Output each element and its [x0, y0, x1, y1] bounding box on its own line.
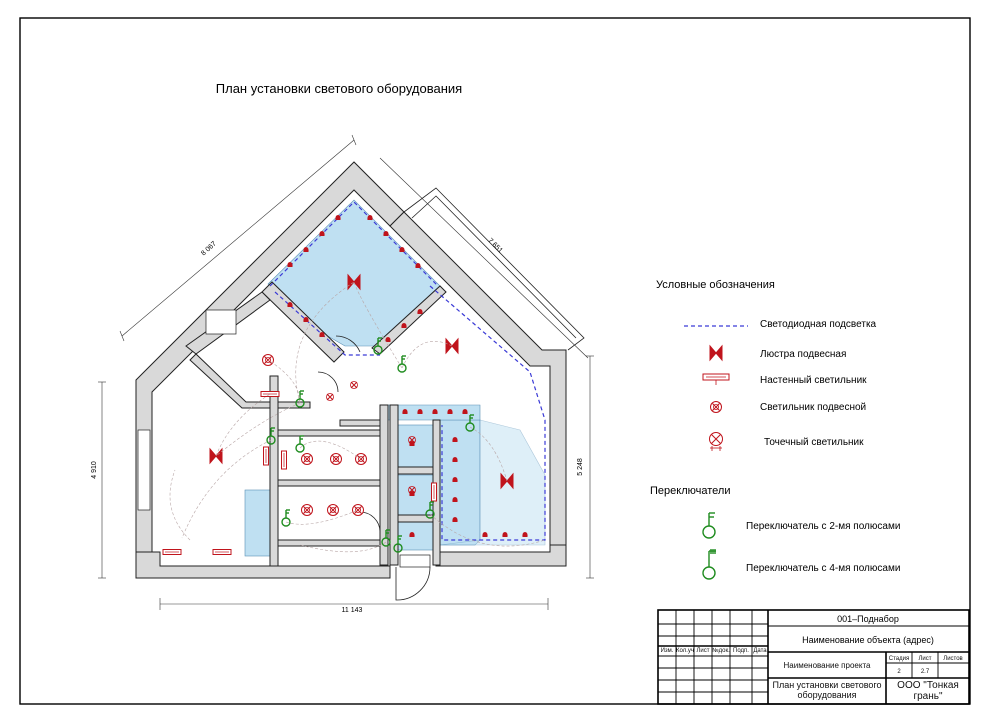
- tb-col-3: Лист: [696, 648, 710, 654]
- tb-col-4: №док.: [712, 648, 730, 654]
- switch-4pole-icon: [703, 549, 716, 579]
- tb-company: ООО "Тонкая грань": [897, 680, 959, 702]
- wall-lamp-icon: [264, 447, 269, 465]
- ceiling-bath1: [398, 425, 433, 467]
- legend-led-label: Светодиодная подсветка: [760, 319, 877, 330]
- tb-object-name: Наименование объекта (адрес): [802, 635, 934, 645]
- tb-sheet-value: 2.7: [920, 669, 930, 675]
- chandelier-icon: [710, 346, 722, 360]
- tb-col-1: Изм.: [660, 648, 674, 654]
- spot-lamp-icon: [351, 382, 358, 389]
- pendant-lamp-icon: [353, 505, 364, 516]
- wall-lamp-icon: [282, 451, 287, 469]
- legend-wall-lamp-label: Настенный светильник: [760, 375, 867, 386]
- switches-heading: Переключатели: [650, 485, 731, 497]
- legend-switch4-label: Переключатель с 4-мя полюсами: [746, 563, 901, 574]
- legend-heading: Условные обозначения: [656, 279, 775, 291]
- window-left: [138, 430, 150, 510]
- wall-lamp-icon: [432, 483, 437, 501]
- pendant-lamp-icon: [328, 505, 339, 516]
- dim-diag-right: 7 651: [486, 237, 504, 255]
- pendant-lamp-icon: [302, 454, 313, 465]
- wall-lamp-icon: [703, 374, 729, 385]
- floor-plan: [91, 135, 594, 614]
- dim-right: 5 248: [577, 458, 584, 476]
- ceiling-hall: [440, 420, 480, 545]
- spot-lamp-icon: [710, 433, 723, 452]
- legend: [650, 279, 900, 579]
- tb-col-6: Дата: [753, 648, 767, 654]
- tb-col-5: Подп.: [733, 648, 749, 654]
- wall-lamp-icon: [213, 550, 231, 555]
- entry-door: [396, 567, 430, 600]
- dim-left: 4 910: [91, 461, 98, 479]
- legend-switch2-label: Переключатель с 2-мя полюсами: [746, 521, 901, 532]
- pendant-lamp-icon: [302, 505, 313, 516]
- switch-2pole-icon: [703, 513, 715, 538]
- pendant-lamp-icon: [711, 402, 722, 413]
- legend-chandelier-label: Люстра подвесная: [760, 349, 847, 360]
- tb-project-name: Наименование проекта: [783, 661, 871, 670]
- pendant-lamp-icon: [331, 454, 342, 465]
- tb-sheet-label: Лист: [918, 656, 932, 662]
- legend-pendant-label: Светильник подвесной: [760, 402, 867, 413]
- tb-stage-value: 2: [897, 669, 901, 675]
- tb-col-2: Кол.уч: [676, 648, 694, 654]
- tb-stage-label: Стадия: [888, 656, 910, 662]
- legend-spot-label: Точечный светильник: [764, 437, 864, 448]
- wall-lamp-icon: [261, 392, 279, 397]
- door-arc-3: [318, 372, 338, 392]
- dim-diag-left: 8 067: [200, 240, 218, 258]
- ceiling-bath3: [398, 522, 433, 550]
- dim-bottom: 11 143: [341, 607, 363, 614]
- spot-lamp-icon: [327, 394, 334, 401]
- door-arc-2: [360, 512, 380, 532]
- ceiling-bath2: [398, 475, 433, 515]
- tb-sheet-title: План установки светового оборудования: [772, 680, 882, 700]
- tb-code: 001–Поднабор: [837, 614, 899, 624]
- wall-lamp-icon: [163, 550, 181, 555]
- drawing-title: План установки светового оборудования: [215, 81, 463, 96]
- tb-sheets-label: Листов: [943, 656, 963, 662]
- outer-wall-bottom-right: [436, 545, 566, 566]
